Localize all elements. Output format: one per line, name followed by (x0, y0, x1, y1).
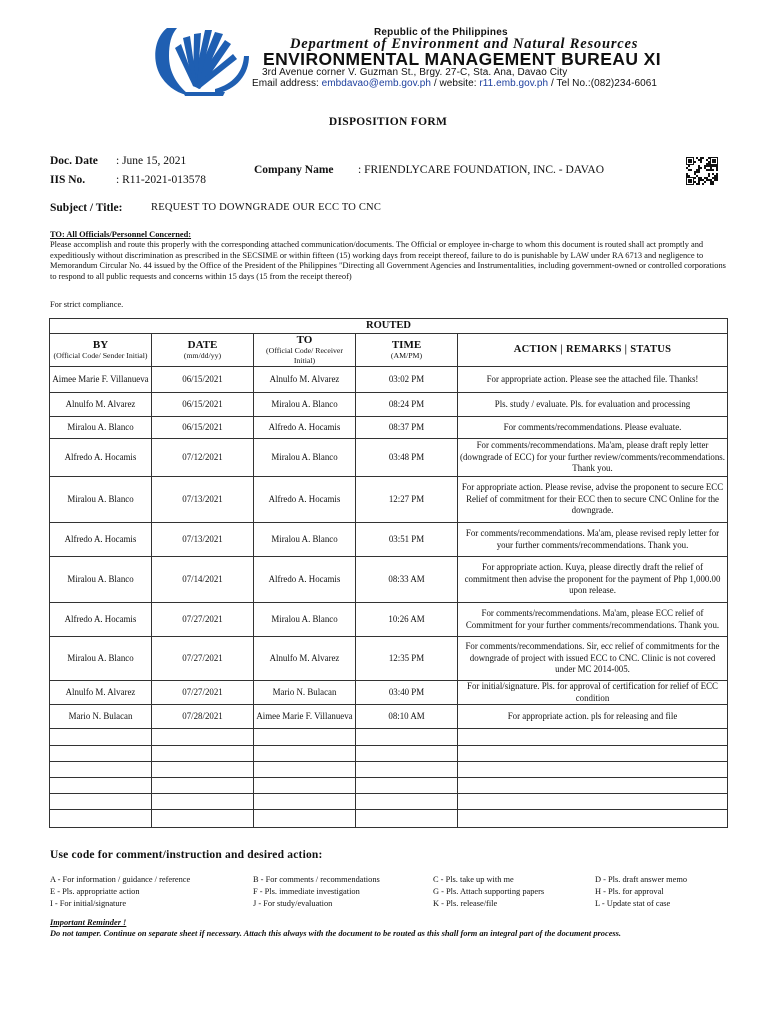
cell-action: Pls. study / evaluate. Pls. for evaluation and processing (458, 393, 728, 417)
company-label: Company Name (254, 164, 334, 176)
routing-table (49, 318, 728, 828)
cell-action: For appropriate action. Please see the attached file. Thanks! (458, 367, 728, 393)
cell-by (50, 778, 152, 794)
cell-time: 08:24 PM (356, 393, 458, 417)
cell-action: For comments/recommendations. Ma'am, please draft reply letter (downgrade of ECC) for your further review/comments/recommendations. Thank you. (458, 439, 728, 477)
cell-to: Miralou A. Blanco (254, 393, 356, 417)
cell-action (458, 729, 728, 746)
cell-action: For appropriate action. Please revise, advise the proponent to secure ECC Relief of commitment for their ECC then to secure CNC Online for the downgrade. (458, 477, 728, 523)
table-row (50, 439, 728, 477)
cell-time: 03:40 PM (356, 681, 458, 705)
iis-label: IIS No. (50, 174, 86, 186)
cell-date (152, 810, 254, 828)
cell-by: Miralou A. Blanco (50, 557, 152, 603)
date-header-sub: (mm/dd/yy) (183, 351, 222, 360)
code-d: D - Pls. draft answer memo (595, 875, 688, 884)
cell-date (152, 729, 254, 746)
to-header-sub: (Official Code/ Receiver Initial) (266, 346, 343, 365)
website-link[interactable]: r11.emb.gov.ph (479, 78, 549, 89)
cell-action (458, 762, 728, 778)
cell-time (356, 810, 458, 828)
cell-date: 07/13/2021 (152, 523, 254, 557)
cell-by: Alnulfo M. Alvarez (50, 681, 152, 705)
letterhead-republic: Republic of the Philippines (374, 27, 508, 38)
cell-to (254, 794, 356, 810)
cell-date (152, 746, 254, 762)
letterhead-bureau: ENVIRONMENTAL MANAGEMENT BUREAU XI (263, 49, 661, 69)
table-row (50, 705, 728, 729)
cell-by (50, 810, 152, 828)
code-h: H - Pls. for approval (595, 887, 664, 896)
cell-date: 07/14/2021 (152, 557, 254, 603)
table-row (50, 778, 728, 794)
cell-date: 07/27/2021 (152, 637, 254, 681)
cell-action: For comments/recommendations. Ma'am, please revised reply letter for your further comments/recommendations. Thank you. (458, 523, 728, 557)
cell-time (356, 794, 458, 810)
cell-to: Alfredo A. Hocamis (254, 477, 356, 523)
table-row (50, 810, 728, 828)
cell-to (254, 762, 356, 778)
code-g: G - Pls. Attach supporting papers (433, 887, 545, 896)
code-b: B - For comments / recommendations (253, 875, 380, 884)
table-row (50, 393, 728, 417)
subject-label: Subject / Title: (50, 202, 123, 214)
time-header-sub: (AM/PM) (390, 351, 423, 360)
email-link[interactable]: embdavao@emb.gov.ph (321, 78, 431, 89)
strict-compliance: For strict compliance. (50, 300, 124, 309)
cell-action: For comments/recommendations. Please evaluate. (458, 417, 728, 439)
code-e: E - Pls. appropriatte action (50, 887, 140, 896)
cell-by (50, 762, 152, 778)
cell-time: 03:02 PM (356, 367, 458, 393)
date-header-label: DATE (187, 339, 218, 351)
cell-date: 06/15/2021 (152, 393, 254, 417)
cell-to (254, 746, 356, 762)
cell-date: 07/27/2021 (152, 681, 254, 705)
email-label: Email address: (252, 78, 322, 89)
table-row (50, 762, 728, 778)
cell-date (152, 778, 254, 794)
cell-action (458, 810, 728, 828)
emb-logo (153, 22, 253, 97)
table-row (50, 794, 728, 810)
cell-to (254, 729, 356, 746)
cell-by (50, 794, 152, 810)
cell-to: Alnulfo M. Alvarez (254, 367, 356, 393)
cell-action (458, 794, 728, 810)
to-header-label: TO (296, 334, 313, 346)
letterhead-address: 3rd Avenue corner V. Guzman St., Brgy. 27-C, Sta. Ana, Davao City (262, 67, 568, 78)
col-by-header (50, 334, 152, 367)
code-l: L - Update stat of case (595, 899, 671, 908)
cell-by: Miralou A. Blanco (50, 417, 152, 439)
notice-heading: TO: All Officials/Personnel Concerned: (50, 230, 192, 239)
cell-by: Alnulfo M. Alvarez (50, 393, 152, 417)
table-row (50, 603, 728, 637)
col-to-header (254, 334, 356, 367)
routed-header: ROUTED (50, 319, 728, 334)
letterhead-department: Department of Environment and Natural Resources (290, 36, 639, 52)
code-k: K - Pls. release/file (433, 899, 498, 908)
cell-time: 12:27 PM (356, 477, 458, 523)
cell-date: 07/12/2021 (152, 439, 254, 477)
table-row (50, 557, 728, 603)
cell-date: 07/13/2021 (152, 477, 254, 523)
cell-time: 12:35 PM (356, 637, 458, 681)
cell-to: Miralou A. Blanco (254, 523, 356, 557)
code-i: I - For initial/signature (50, 899, 127, 908)
cell-to: Aimee Marie F. Villanueva (254, 705, 356, 729)
doc-date-value: : June 15, 2021 (116, 155, 187, 167)
cell-action (458, 778, 728, 794)
cell-to: Alfredo A. Hocamis (254, 557, 356, 603)
cell-action: For appropriate action. pls for releasing and file (458, 705, 728, 729)
code-a: A - For information / guidance / reference (50, 875, 191, 884)
cell-to: Mario N. Bulacan (254, 681, 356, 705)
by-header-sub: (Official Code/ Sender Initial) (53, 351, 148, 360)
cell-action: For comments/recommendations. Sir, ecc relief of commitments for the downgrade of project with issued ECC to CNC. Clinic is not covered under MC 2014-005. (458, 637, 728, 681)
cell-by: Miralou A. Blanco (50, 637, 152, 681)
routing-rows (50, 367, 728, 828)
telephone: / Tel No.:(082)234-6061 (548, 78, 657, 89)
table-row (50, 477, 728, 523)
cell-by (50, 746, 152, 762)
cell-time: 08:33 AM (356, 557, 458, 603)
cell-action (458, 746, 728, 762)
cell-time (356, 762, 458, 778)
reminder-text: Do not tamper. Continue on separate sheet if necessary. Attach this always with the document to be routed as this shall form an integral part of the document process. (50, 929, 622, 938)
cell-time: 03:51 PM (356, 523, 458, 557)
codes-heading: Use code for comment/instruction and desired action: (50, 849, 323, 861)
table-row (50, 523, 728, 557)
cell-date: 06/15/2021 (152, 417, 254, 439)
cell-by: Aimee Marie F. Villanueva (50, 367, 152, 393)
reminder-title: Important Reminder ! (50, 918, 127, 927)
time-header-label: TIME (391, 339, 422, 351)
cell-time: 08:37 PM (356, 417, 458, 439)
notice-body: Please accomplish and route this properly with the corresponding attached communication/documents. The Official or employee in-charge to whom this document is routed shall act promptly and expeditiously without discrimination as prescribed in the SECSIME or within fifteen (15) working days from receipt thereof, failure to do is punishable by LAW under RA 6713 and negligence to Memorandum Circular No. 44 issued by the Office of the President of the Philippines "Directing all Government Agencies and Instrumentalities, including government-owned or controlled corporations to respond to all public requests and concerns within 15 days (15 from the receipt thereof) (50, 240, 726, 282)
table-row (50, 746, 728, 762)
cell-to (254, 778, 356, 794)
cell-date: 06/15/2021 (152, 367, 254, 393)
table-row (50, 637, 728, 681)
code-j: J - For study/evaluation (253, 899, 333, 908)
cell-date: 07/28/2021 (152, 705, 254, 729)
table-row (50, 681, 728, 705)
col-date-header (152, 334, 254, 367)
cell-action: For initial/signature. Pls. for approval of certification for relief of ECC condition (458, 681, 728, 705)
table-row (50, 417, 728, 439)
cell-time (356, 746, 458, 762)
cell-to: Miralou A. Blanco (254, 439, 356, 477)
cell-to (254, 810, 356, 828)
cell-by: Alfredo A. Hocamis (50, 439, 152, 477)
cell-time: 08:10 AM (356, 705, 458, 729)
col-time-header (356, 334, 458, 367)
cell-by: Miralou A. Blanco (50, 477, 152, 523)
company-value: : FRIENDLYCARE FOUNDATION, INC. - DAVAO (358, 164, 605, 176)
cell-by: Alfredo A. Hocamis (50, 603, 152, 637)
form-title: DISPOSITION FORM (328, 116, 448, 128)
cell-action: For appropriate action. Kuya, please directly draft the relief of commitment then advise the proponent for the payment of Php 1,000.00 upon release. (458, 557, 728, 603)
cell-to: Alnulfo M. Alvarez (254, 637, 356, 681)
cell-to: Alfredo A. Hocamis (254, 417, 356, 439)
cell-time (356, 729, 458, 746)
cell-date (152, 794, 254, 810)
cell-time: 03:48 PM (356, 439, 458, 477)
table-row (50, 367, 728, 393)
doc-date-label: Doc. Date (50, 155, 98, 167)
iis-value: : R11-2021-013578 (116, 174, 206, 186)
cell-by (50, 729, 152, 746)
cell-date: 07/27/2021 (152, 603, 254, 637)
cell-time (356, 778, 458, 794)
code-f: F - Pls. immediate investigation (253, 887, 360, 896)
cell-action: For comments/recommendations. Ma'am, please ECC relief of Commitment for your further comments/recommendations. Thank you. (458, 603, 728, 637)
cell-by: Alfredo A. Hocamis (50, 523, 152, 557)
letterhead-contact (252, 78, 657, 89)
cell-date (152, 762, 254, 778)
website-label: / website: (431, 78, 480, 89)
table-row (50, 729, 728, 746)
by-header-label: BY (92, 339, 109, 351)
col-action-header: ACTION | REMARKS | STATUS (458, 334, 728, 367)
cell-to: Miralou A. Blanco (254, 603, 356, 637)
cell-by: Mario N. Bulacan (50, 705, 152, 729)
qr-code (686, 157, 718, 185)
cell-time: 10:26 AM (356, 603, 458, 637)
code-c: C - Pls. take up with me (433, 875, 514, 884)
subject-value: REQUEST TO DOWNGRADE OUR ECC TO CNC (151, 202, 382, 213)
